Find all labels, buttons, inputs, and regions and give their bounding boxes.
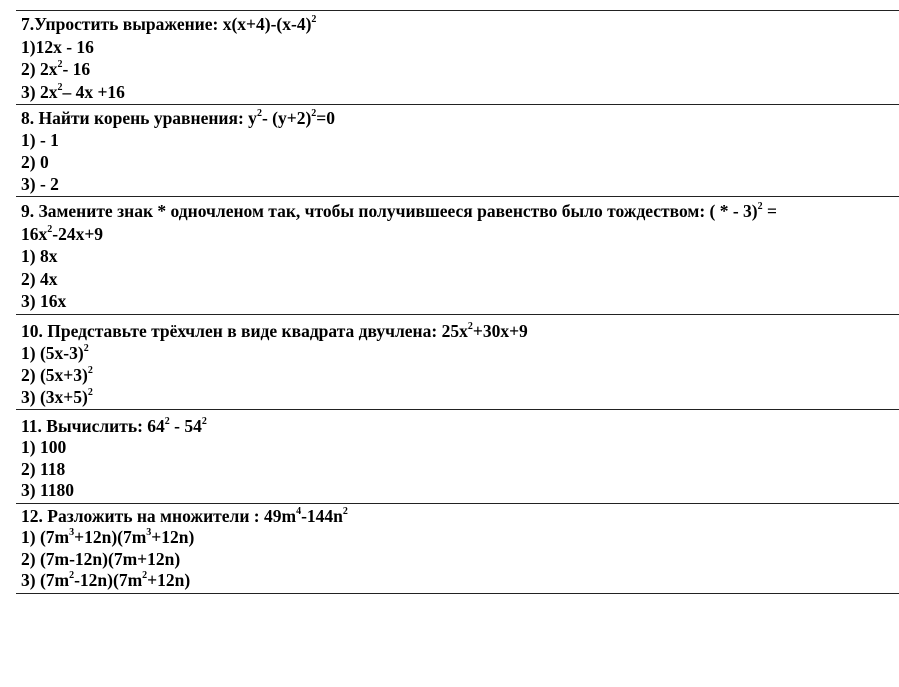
question-10-option-3 <box>21 386 899 408</box>
text-run: 1) (5x-3) <box>21 342 84 363</box>
text-run: =0 <box>316 108 336 128</box>
superscript: 2 <box>57 81 63 93</box>
superscript: 2 <box>311 14 317 25</box>
text-run: 12. Разложить на множители : 49m <box>21 505 297 526</box>
text-run: -24x+9 <box>52 223 104 244</box>
text-run: 3) - 2 <box>21 174 59 194</box>
superscript: 2 <box>87 364 93 376</box>
superscript: 2 <box>256 108 262 119</box>
superscript: 3 <box>69 527 75 538</box>
question-10-option-2 <box>21 364 899 386</box>
text-run: 3) (3x+5) <box>21 386 88 407</box>
text-run: 9. Замените знак * одночленом так, чтобы получившееся равенство было тождеством: ( * - 3) <box>21 201 758 221</box>
text-run: 2) 2x <box>21 59 58 79</box>
question-7-option-3 <box>21 81 899 104</box>
superscript: 2 <box>311 108 317 119</box>
question-11 <box>16 409 899 503</box>
question-11-prompt <box>21 416 899 438</box>
question-7 <box>16 10 899 104</box>
text-run: -12n)(7m <box>74 570 143 590</box>
text-run: – 4x +16 <box>62 81 125 102</box>
superscript: 3 <box>146 527 152 538</box>
question-9-prompt-continued <box>21 223 899 246</box>
question-12-prompt <box>21 506 899 528</box>
text-run: 7.Упростить выражение: x(x+4)-(x-4) <box>21 14 312 34</box>
text-run: +12n) <box>147 570 191 590</box>
text-run: 16x <box>21 223 48 244</box>
question-9-option-3 <box>21 290 899 313</box>
question-11-option-3 <box>21 480 899 502</box>
text-run: 8. Найти корень уравнения: y <box>21 108 257 128</box>
superscript: 4 <box>296 505 302 517</box>
superscript: 2 <box>87 386 93 398</box>
text-run: = <box>762 201 777 221</box>
superscript: 2 <box>57 59 63 70</box>
superscript: 2 <box>164 415 170 427</box>
question-8-prompt <box>21 107 899 129</box>
question-12-option-1 <box>21 527 899 549</box>
text-run: 3) (7m <box>21 570 70 590</box>
text-run: 1)12x - 16 <box>21 36 94 57</box>
text-run: 3) 1180 <box>21 480 74 500</box>
text-run: +12n) <box>151 527 195 547</box>
question-12-option-3 <box>21 570 899 592</box>
text-run: 1) (7m <box>21 527 70 547</box>
text-run: 2) 0 <box>21 152 49 172</box>
text-run: - 16 <box>62 59 91 79</box>
superscript: 2 <box>201 415 207 427</box>
text-run: 3) 2x <box>21 81 58 102</box>
question-9-prompt <box>21 200 899 223</box>
question-11-option-1 <box>21 437 899 459</box>
text-run: 1) 8x <box>21 246 58 266</box>
superscript: 2 <box>757 201 763 212</box>
text-run: +12n)(7m <box>74 527 147 547</box>
test-sheet <box>16 10 899 594</box>
question-7-option-2 <box>21 58 899 81</box>
question-10 <box>16 314 899 409</box>
superscript: 2 <box>467 320 473 332</box>
text-run: 1) - 1 <box>21 130 59 150</box>
superscript: 2 <box>69 570 75 581</box>
text-run: 2) 4x <box>21 268 58 289</box>
question-10-option-1 <box>21 342 899 364</box>
text-run: 3) 16x <box>21 291 67 311</box>
superscript: 2 <box>342 505 348 517</box>
question-10-prompt <box>21 320 899 342</box>
question-11-option-2 <box>21 459 899 481</box>
superscript: 2 <box>47 223 53 235</box>
text-run: +30x+9 <box>472 320 528 341</box>
question-7-prompt <box>21 13 899 36</box>
text-run: 1) 100 <box>21 437 67 457</box>
text-run: 10. Представьте трёхчлен в виде квадрата двучлена: 25x <box>21 320 468 341</box>
text-run: 2) (7m-12n)(7m+12n) <box>21 548 181 569</box>
question-8-option-1 <box>21 129 899 151</box>
superscript: 2 <box>83 342 89 354</box>
text-run: 2) 118 <box>21 458 66 479</box>
text-run: - (y+2) <box>261 108 312 128</box>
question-9-option-1 <box>21 245 899 268</box>
question-7-option-1 <box>21 36 899 59</box>
text-run: 2) (5x+3) <box>21 364 88 385</box>
question-8-option-2 <box>21 151 899 173</box>
superscript: 2 <box>142 570 148 581</box>
question-9-option-2 <box>21 268 899 291</box>
question-8 <box>16 104 899 196</box>
text-run: 11. Вычислить: 64 <box>21 415 165 436</box>
question-8-option-3 <box>21 173 899 195</box>
text-run: -144n <box>301 505 343 526</box>
text-run: - 54 <box>169 415 202 436</box>
question-12 <box>16 503 899 594</box>
question-12-option-2 <box>21 549 899 571</box>
question-9 <box>16 196 899 314</box>
